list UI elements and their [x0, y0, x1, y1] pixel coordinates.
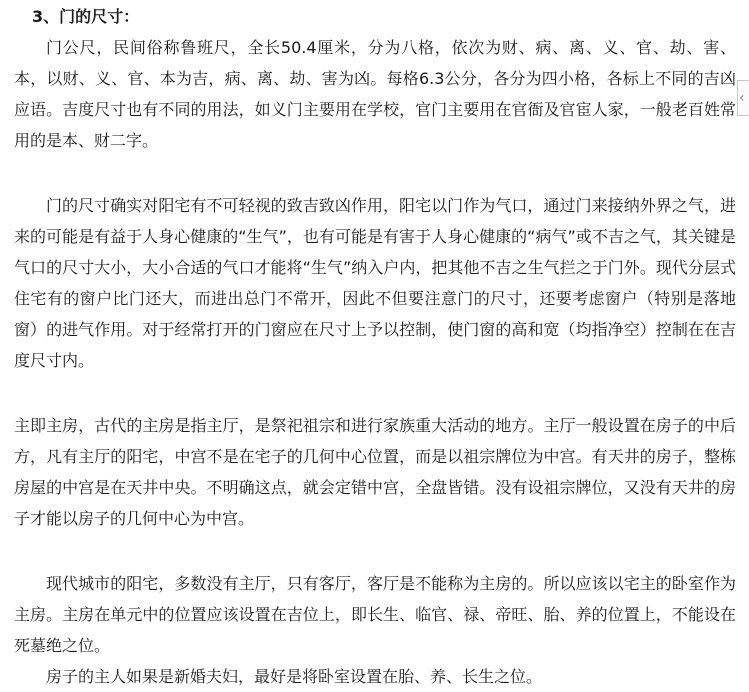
paragraph-door-ruler: 门公尺，民间俗称鲁班尺，全长50.4厘米，分为八格，依次为财、病、离、义、官、劫、害、本，以财、义、官、本为吉，病、离、劫、害为凶。每格6.3公分，各分为四小格，各标上不同的吉凶应语。吉度尺寸也有不同的用法，如义门主要用在学校，官门主要用在官衙及官宦人家，一般老百姓常用的是本、财二字。 [14, 38, 736, 150]
paragraph-modern-house: 现代城市的阳宅，多数没有主厅，只有客厅，客厅是不能称为主房的。所以应该以宅主的卧室作为主房。主房在单元中的位置应该设置在吉位上，即长生、临官、禄、帝旺、胎、养的位置上，不能设在死墓绝之位。 [14, 574, 736, 655]
paragraph-main-room: 主即主房，古代的主房是指主厅，是祭祀祖宗和进行家族重大活动的地方。主厅一般设置在房子的中后方，凡有主厅的阳宅，中宫不是在宅子的几何中心位置，而是以祖宗牌位为中宫。有天井的房子，整栋房屋的中宫是在天井中央。不明确这点，就会定错中宫，全盘皆错。没有设祖宗牌位，又没有天井的房子才能以房子的几何中心为中宫。 [14, 416, 736, 528]
chevron-up-icon: ‹ [739, 90, 745, 106]
paragraph-door-size: 门的尺寸确实对阳宅有不可轻视的致吉致凶作用，阳宅以门作为气口，通过门来接纳外界之气，进来的可能是有益于人身心健康的“生气”，也有可能是有害于人身心健康的“病气”或不吉之气，其关键是气口的尺寸大小，大小合适的气口才能将“生气”纳入户内，把其他不吉之生气拦之于门外。现代分层式住宅有的窗户比门还大，而进出总门不常开，因此不但要注意门的尺寸，还要考虑窗户（特别是落地窗）的进气作用。对于经常打开的门窗应在尺寸上予以控制，使门窗的高和宽（均指净空）控制在在吉度尺寸内。 [14, 196, 736, 370]
paragraph-newlyweds: 房子的主人如果是新婚夫妇，最好是将卧室设置在胎、养、长生之位。 [46, 667, 543, 686]
scroll-to-top-button[interactable] [737, 80, 749, 116]
paragraph-spacer [14, 376, 736, 410]
section-heading: 3、门的尺寸： [32, 7, 140, 26]
article-body [14, 2, 736, 692]
paragraph-spacer [14, 534, 736, 568]
paragraph-spacer [14, 156, 736, 190]
